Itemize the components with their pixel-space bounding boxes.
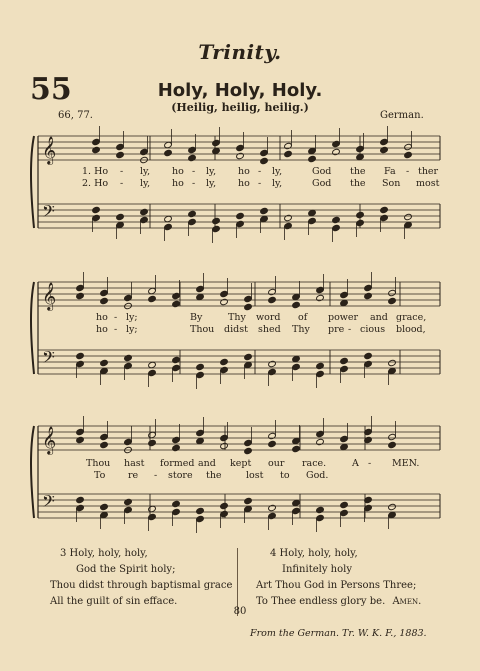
- lyric-syl: ho: [172, 166, 184, 177]
- note-head: [316, 294, 325, 301]
- note-head: [100, 503, 109, 510]
- lyric-syl: lost: [246, 470, 264, 481]
- hymn-title: Holy, Holy, Holy.: [157, 80, 323, 101]
- note-head: [148, 361, 157, 368]
- note-head: [196, 293, 205, 300]
- lyric-syl: the: [206, 470, 222, 481]
- note-head: [380, 206, 389, 213]
- lyric-syl: -: [192, 178, 196, 189]
- note-head: [196, 437, 205, 444]
- note-head: [316, 370, 325, 377]
- note-head: [148, 505, 157, 512]
- note-head: [260, 207, 269, 214]
- note-head: [124, 506, 133, 513]
- note-head: [268, 360, 277, 367]
- lyric-syl: Thou: [86, 458, 111, 469]
- brace: [31, 282, 34, 374]
- verse-4: [256, 546, 421, 610]
- note-head: [92, 214, 101, 221]
- bass-clef-icon: 𝄢: [42, 347, 55, 371]
- verse-line: God the Spirit holy;: [76, 564, 176, 575]
- lyric-syl: power: [328, 312, 359, 323]
- lyric-syl: and: [198, 458, 216, 469]
- note-head: [92, 138, 101, 145]
- lyric-syl: -: [406, 166, 410, 177]
- lyric-syl: -: [192, 166, 196, 177]
- note-head: [308, 155, 317, 162]
- note-head: [172, 300, 181, 307]
- note-head: [404, 151, 413, 158]
- note-head: [388, 503, 397, 510]
- lyric-syl: MEN.: [392, 458, 420, 469]
- note-head: [220, 502, 229, 509]
- note-head: [188, 218, 197, 225]
- note-head: [140, 208, 149, 215]
- note-head: [260, 149, 269, 156]
- brace: [31, 426, 34, 518]
- note-head: [236, 152, 245, 159]
- note-head: [172, 500, 181, 507]
- note-head: [292, 507, 301, 514]
- note-head: [196, 507, 205, 514]
- note-head: [196, 515, 205, 522]
- note-head: [220, 442, 229, 449]
- note-head: [316, 514, 325, 521]
- note-head: [100, 359, 109, 366]
- note-head: [188, 154, 197, 161]
- note-head: [308, 147, 317, 154]
- lyric-syl: ly,: [140, 166, 151, 177]
- note-head: [172, 364, 181, 371]
- lyric-syl: blood,: [396, 324, 426, 335]
- note-head: [220, 366, 229, 373]
- note-head: [244, 447, 253, 454]
- note-head: [284, 142, 293, 149]
- note-head: [380, 214, 389, 221]
- note-head: [212, 217, 221, 224]
- lyric-syl: -: [114, 312, 118, 323]
- note-head: [340, 501, 349, 508]
- lyric-syl: shed: [258, 324, 281, 335]
- note-head: [244, 439, 253, 446]
- note-head: [188, 210, 197, 217]
- note-head: [76, 496, 85, 503]
- lyric-syl: ly;: [126, 312, 138, 323]
- note-head: [188, 146, 197, 153]
- note-head: [124, 354, 133, 361]
- note-head: [76, 436, 85, 443]
- note-head: [364, 360, 373, 367]
- amen-label: Amen.: [392, 596, 422, 607]
- treble-clef-icon: 𝄞: [42, 426, 57, 454]
- note-head: [220, 358, 229, 365]
- lyric-syl: God: [312, 178, 332, 189]
- note-head: [220, 434, 229, 441]
- lyric-syl: re: [128, 470, 139, 481]
- lyric-syl: our: [268, 458, 285, 469]
- note-head: [316, 430, 325, 437]
- note-head: [148, 439, 157, 446]
- note-head: [388, 289, 397, 296]
- lyric-syl: and: [370, 312, 388, 323]
- note-head: [244, 353, 253, 360]
- note-head: [220, 510, 229, 517]
- verse-line-text: To Thee endless glory be.: [256, 596, 386, 607]
- note-head: [356, 211, 365, 218]
- note-head: [172, 444, 181, 451]
- note-head: [292, 437, 301, 444]
- lyric-syl: to: [280, 470, 290, 481]
- note-head: [76, 284, 85, 291]
- treble-clef-icon: 𝄞: [42, 136, 57, 164]
- note-head: [388, 359, 397, 366]
- bass-clef-icon: 𝄢: [42, 201, 55, 225]
- note-head: [92, 206, 101, 213]
- note-head: [292, 355, 301, 362]
- lyric-syl: Son: [382, 178, 401, 189]
- lyric-syl: store: [168, 470, 193, 481]
- note-head: [116, 221, 125, 228]
- note-head: [268, 504, 277, 511]
- note-head: [284, 222, 293, 229]
- note-head: [404, 213, 413, 220]
- note-head: [388, 433, 397, 440]
- note-head: [100, 367, 109, 374]
- note-head: [140, 148, 149, 155]
- note-head: [196, 371, 205, 378]
- note-head: [316, 286, 325, 293]
- lyric-syl: ho: [238, 178, 250, 189]
- note-head: [140, 216, 149, 223]
- hymn-number: 55: [30, 72, 72, 107]
- note-head: [100, 511, 109, 518]
- note-head: [284, 214, 293, 221]
- note-head: [172, 508, 181, 515]
- note-head: [236, 220, 245, 227]
- note-head: [340, 291, 349, 298]
- section-title: Trinity.: [198, 40, 282, 64]
- note-head: [388, 367, 397, 374]
- verse-line: Infinitely holy: [282, 564, 352, 575]
- lyric-syl: cious: [360, 324, 386, 335]
- note-head: [380, 138, 389, 145]
- note-head: [388, 297, 397, 304]
- lyric-syl: ly,: [140, 178, 151, 189]
- note-head: [340, 509, 349, 516]
- note-head: [316, 362, 325, 369]
- lyric-syl: 1. Ho: [82, 166, 109, 177]
- lyric-syl: formed: [160, 458, 195, 469]
- note-head: [268, 512, 277, 519]
- note-head: [124, 498, 133, 505]
- note-head: [172, 356, 181, 363]
- lyric-syl: Fa: [384, 166, 396, 177]
- verse-line: All the guilt of sin efface.: [50, 596, 178, 607]
- verse-line: 3 Holy, holy, holy,: [60, 548, 148, 559]
- note-head: [236, 212, 245, 219]
- note-head: [364, 292, 373, 299]
- note-head: [76, 352, 85, 359]
- note-head: [356, 145, 365, 152]
- brace: [31, 136, 34, 228]
- note-head: [340, 443, 349, 450]
- note-head: [164, 215, 173, 222]
- lyric-syl: -: [258, 178, 262, 189]
- lyric-syl: race.: [302, 458, 327, 469]
- note-head: [292, 445, 301, 452]
- verse-3: [50, 546, 232, 610]
- lyric-syl: -: [120, 178, 124, 189]
- lyric-syl: A: [352, 458, 359, 469]
- note-head: [148, 287, 157, 294]
- lyric-syl: hast: [124, 458, 145, 469]
- lyric-syl: didst: [224, 324, 248, 335]
- note-head: [364, 352, 373, 359]
- note-head: [148, 513, 157, 520]
- lyric-syl: Thy: [292, 324, 310, 335]
- note-head: [164, 149, 173, 156]
- note-head: [268, 432, 277, 439]
- lyric-syl: ther: [418, 166, 439, 177]
- lyric-syl: ly,: [206, 178, 217, 189]
- note-head: [196, 429, 205, 436]
- tune-label: German.: [380, 110, 424, 121]
- verse-line: 4 Holy, holy, holy,: [270, 548, 358, 559]
- lyric-syl: of: [298, 312, 308, 323]
- lyric-syl: -: [348, 324, 352, 335]
- hymn-subtitle: (Heilig, heilig, heilig.): [171, 101, 309, 114]
- lyric-syl: the: [350, 178, 366, 189]
- translation-credit: From the German. Tr. W. K. F., 1883.: [250, 628, 427, 639]
- bass-clef-icon: 𝄢: [42, 491, 55, 515]
- lyric-syl: -: [154, 470, 158, 481]
- note-head: [212, 225, 221, 232]
- note-head: [124, 362, 133, 369]
- lyric-syl: By: [190, 312, 203, 323]
- lyric-syl: ho: [238, 166, 250, 177]
- note-head: [100, 433, 109, 440]
- note-head: [116, 143, 125, 150]
- note-head: [260, 157, 269, 164]
- treble-clef-icon: 𝄞: [42, 282, 57, 310]
- note-head: [292, 363, 301, 370]
- note-head: [332, 216, 341, 223]
- note-head: [356, 219, 365, 226]
- note-head: [116, 213, 125, 220]
- note-head: [340, 357, 349, 364]
- note-head: [308, 209, 317, 216]
- note-head: [212, 139, 221, 146]
- note-head: [292, 301, 301, 308]
- note-head: [244, 497, 253, 504]
- note-head: [164, 223, 173, 230]
- note-head: [172, 436, 181, 443]
- note-head: [364, 284, 373, 291]
- note-head: [284, 150, 293, 157]
- lyric-syl: ho: [96, 312, 108, 323]
- lyric-syl: God.: [306, 470, 329, 481]
- note-head: [332, 148, 341, 155]
- note-head: [76, 428, 85, 435]
- page-number: 80: [233, 606, 247, 617]
- note-head: [260, 215, 269, 222]
- lyric-syl: -: [120, 166, 124, 177]
- note-head: [124, 294, 133, 301]
- lyric-syl: -: [258, 166, 262, 177]
- note-head: [332, 224, 341, 231]
- note-head: [268, 368, 277, 375]
- note-head: [356, 153, 365, 160]
- lyric-syl: most: [416, 178, 440, 189]
- note-head: [164, 141, 173, 148]
- lyric-syl: Thou: [190, 324, 215, 335]
- lyric-syl: 2. Ho: [82, 178, 109, 189]
- note-head: [340, 365, 349, 372]
- note-head: [332, 140, 341, 147]
- note-head: [172, 292, 181, 299]
- lyric-syl: kept: [230, 458, 252, 469]
- note-head: [212, 147, 221, 154]
- note-head: [380, 146, 389, 153]
- lyric-syl: grace,: [396, 312, 427, 323]
- lyric-syl: God: [312, 166, 332, 177]
- note-head: [292, 293, 301, 300]
- note-head: [340, 435, 349, 442]
- note-head: [92, 146, 101, 153]
- lyric-syl: ly,: [272, 178, 283, 189]
- lyric-syl: word: [256, 312, 281, 323]
- lyric-syl: ly;: [126, 324, 138, 335]
- note-head: [404, 143, 413, 150]
- lyric-syl: To: [94, 470, 106, 481]
- lyric-syl: Thy: [228, 312, 246, 323]
- lyric-syl: -: [114, 324, 118, 335]
- note-head: [244, 303, 253, 310]
- note-head: [244, 505, 253, 512]
- note-head: [292, 499, 301, 506]
- note-head: [308, 217, 317, 224]
- lyric-syl: ho: [172, 178, 184, 189]
- note-head: [316, 438, 325, 445]
- note-head: [388, 441, 397, 448]
- note-head: [244, 361, 253, 368]
- note-head: [268, 296, 277, 303]
- note-head: [316, 506, 325, 513]
- note-head: [268, 440, 277, 447]
- note-head: [100, 297, 109, 304]
- lyric-syl: ho: [96, 324, 108, 335]
- note-head: [196, 363, 205, 370]
- note-head: [236, 144, 245, 151]
- lyric-syl: ly,: [272, 166, 283, 177]
- note-head: [148, 369, 157, 376]
- note-head: [404, 221, 413, 228]
- verse-line: Thou didst through baptismal grace: [50, 580, 233, 591]
- note-head: [340, 299, 349, 306]
- note-head: [220, 298, 229, 305]
- note-head: [244, 295, 253, 302]
- note-head: [388, 511, 397, 518]
- lyric-syl: -: [368, 458, 372, 469]
- note-head: [76, 504, 85, 511]
- meter-label: 66, 77.: [58, 110, 93, 121]
- note-head: [124, 438, 133, 445]
- note-head: [100, 441, 109, 448]
- note-head: [268, 288, 277, 295]
- lyric-syl: pre: [328, 324, 345, 335]
- note-head: [76, 360, 85, 367]
- note-head: [220, 290, 229, 297]
- verse-line: Art Thou God in Persons Three;: [256, 580, 417, 591]
- note-head: [76, 292, 85, 299]
- lyric-syl: the: [350, 166, 366, 177]
- note-head: [100, 289, 109, 296]
- note-head: [196, 285, 205, 292]
- note-head: [116, 151, 125, 158]
- note-head: [148, 295, 157, 302]
- note-head: [148, 431, 157, 438]
- lyric-syl: ly,: [206, 166, 217, 177]
